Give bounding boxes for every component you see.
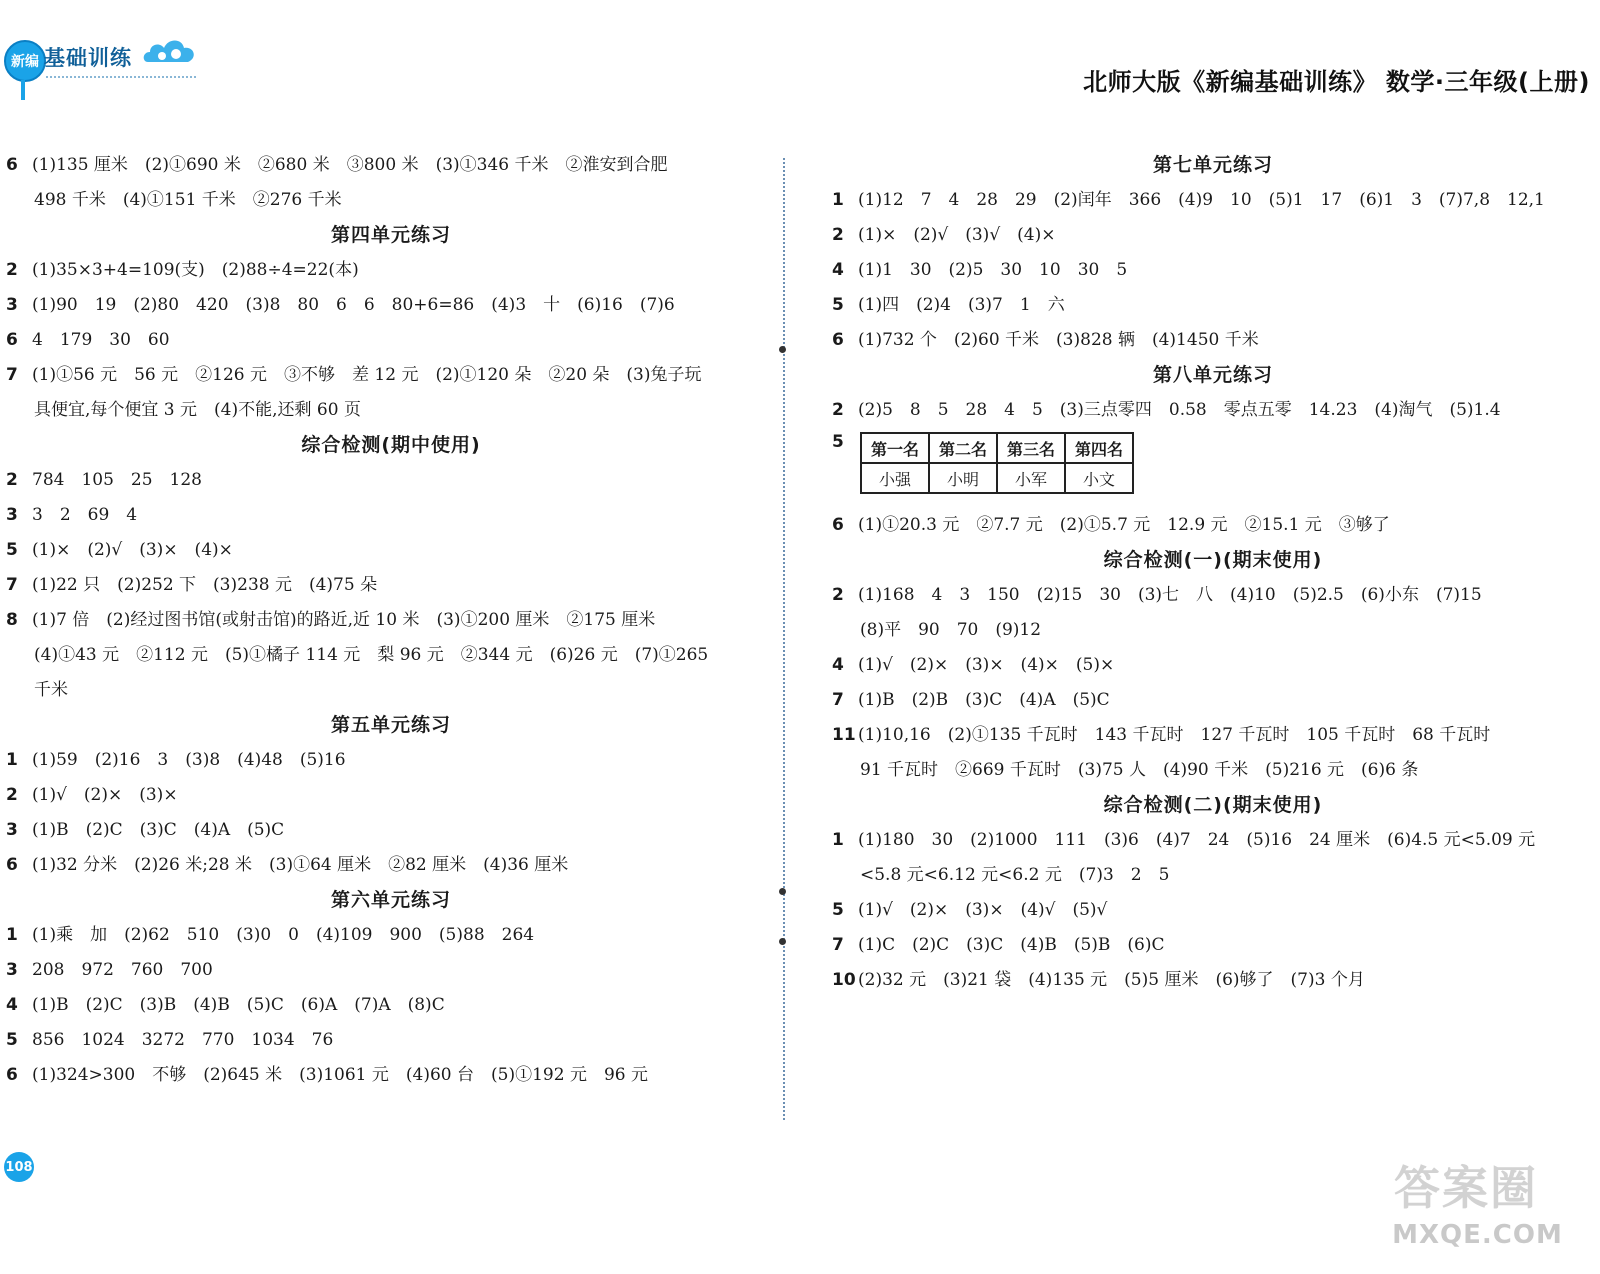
question-number: 3 xyxy=(6,295,18,315)
answer-text: (1)22 只 (2)252 下 (3)238 元 (4)75 朵 xyxy=(32,575,378,595)
answer-text: (2)5 8 5 28 4 5 (3)三点零四 0.58 零点五零 14.23 (4)淘气 (5)1.4 xyxy=(858,400,1501,420)
answer-row xyxy=(832,718,1594,753)
question-number: 7 xyxy=(832,935,844,955)
answer-row xyxy=(6,918,776,953)
divider-dot xyxy=(779,346,786,353)
answer-text: (1)四 (2)4 (3)7 1 六 xyxy=(858,295,1065,315)
answer-row xyxy=(832,578,1594,613)
answer-row xyxy=(6,288,776,323)
question-number: 2 xyxy=(832,585,844,605)
answer-row xyxy=(832,393,1594,428)
answer-row xyxy=(6,1058,776,1093)
answer-text: (1)732 个 (2)60 千米 (3)828 辆 (4)1450 千米 xyxy=(858,330,1259,350)
answer-text: 3 2 69 4 xyxy=(32,505,138,525)
answer-row xyxy=(832,963,1594,998)
answer-text: (1)× (2)√ (3)× (4)× xyxy=(32,540,233,560)
answer-text: (1)10,16 (2)①135 千瓦时 143 千瓦时 127 千瓦时 105 千瓦时 68 千瓦时 xyxy=(858,725,1491,745)
answer-row xyxy=(6,323,776,358)
answer-table-row xyxy=(832,428,1594,508)
question-number: 3 xyxy=(6,820,18,840)
answer-row xyxy=(6,533,776,568)
answer-text: (1)7 倍 (2)经过图书馆(或射击馆)的路近,近 10 米 (3)①200 厘米 ②175 厘米 xyxy=(32,610,656,630)
watermark-title: 答案圈 xyxy=(1394,1161,1538,1215)
answer-text: (1)1 30 (2)5 30 10 30 5 xyxy=(858,260,1128,280)
answer-text: 784 105 25 128 xyxy=(32,470,202,490)
question-number: 3 xyxy=(6,505,18,525)
question-number: 6 xyxy=(832,515,844,535)
question-number: 6 xyxy=(6,155,18,175)
answer-text: (1)× (2)√ (3)√ (4)× xyxy=(858,225,1056,245)
question-number: 4 xyxy=(832,655,844,675)
question-number: 1 xyxy=(6,925,18,945)
answer-row xyxy=(6,603,776,638)
answer-text: (4)①43 元 ②112 元 (5)①橘子 114 元 梨 96 元 ②344 元 (6)26 元 (7)①265 xyxy=(34,645,709,665)
answer-text: (1)B (2)C (3)C (4)A (5)C xyxy=(32,820,285,840)
answer-text: (1)①20.3 元 ②7.7 元 (2)①5.7 元 12.9 元 ②15.1 元 ③够了 xyxy=(858,515,1390,535)
rank-header-cell: 第一名 xyxy=(861,433,929,463)
answer-text: (1)√ (2)× (3)× (4)× (5)× xyxy=(858,655,1115,675)
logo-badge: 新编 xyxy=(4,40,46,82)
question-number: 5 xyxy=(832,295,844,315)
answer-text: 4 179 30 60 xyxy=(32,330,170,350)
question-number: 7 xyxy=(6,365,18,385)
section-heading: 第四单元练习 xyxy=(330,224,451,246)
answer-row xyxy=(6,953,776,988)
answer-continuation xyxy=(832,858,1594,893)
question-number: 6 xyxy=(6,855,18,875)
watermark-url: MXQE.COM xyxy=(1392,1220,1563,1250)
question-number: 5 xyxy=(6,540,18,560)
answer-continuation xyxy=(832,753,1594,788)
question-number: 1 xyxy=(6,750,18,770)
answer-row xyxy=(6,358,776,393)
section-heading: 第七单元练习 xyxy=(1152,154,1273,176)
rank-name-cell: 小文 xyxy=(1065,463,1133,493)
answer-continuation xyxy=(6,638,776,673)
question-number: 6 xyxy=(832,330,844,350)
answer-text: 208 972 760 700 xyxy=(32,960,213,980)
section-heading: 第六单元练习 xyxy=(330,889,451,911)
question-number: 1 xyxy=(832,830,844,850)
ranking-table xyxy=(860,432,1134,494)
rank-name-cell: 小强 xyxy=(861,463,929,493)
answer-text: <5.8 元<6.12 元<6.2 元 (7)3 2 5 xyxy=(860,865,1170,885)
question-number: 5 xyxy=(832,432,844,452)
question-number: 7 xyxy=(832,690,844,710)
cloud-icon xyxy=(142,36,198,70)
answer-row xyxy=(6,813,776,848)
question-number: 10 xyxy=(832,970,856,990)
answer-text: (1)B (2)C (3)B (4)B (5)C (6)A (7)A (8)C xyxy=(32,995,445,1015)
answer-text: (1)180 30 (2)1000 111 (3)6 (4)7 24 (5)16 24 厘米 (6)4.5 元<5.09 元 xyxy=(858,830,1536,850)
answer-text: 千米 xyxy=(34,680,68,700)
page-number-badge: 108 xyxy=(4,1152,34,1182)
answer-text: (1)168 4 3 150 (2)15 30 (3)七 八 (4)10 (5)2.5 (6)小东 (7)15 xyxy=(858,585,1482,605)
right-answer-column xyxy=(832,148,1594,998)
rank-name-cell: 小明 xyxy=(929,463,997,493)
question-number: 5 xyxy=(6,1030,18,1050)
answer-text: (1)√ (2)× (3)× xyxy=(32,785,178,805)
answer-row xyxy=(6,148,776,183)
answer-text: 498 千米 (4)①151 千米 ②276 千米 xyxy=(34,190,342,210)
logo-title: 基础训练 xyxy=(44,46,132,70)
question-number: 1 xyxy=(832,190,844,210)
answer-text: (1)324>300 不够 (2)645 米 (3)1061 元 (4)60 台 (5)①192 元 96 元 xyxy=(32,1065,648,1085)
answer-row xyxy=(832,648,1594,683)
answer-text: (1)B (2)B (3)C (4)A (5)C xyxy=(858,690,1110,710)
answer-text: (1)①56 元 56 元 ②126 元 ③不够 差 12 元 (2)①120 朵 ②20 朵 (3)兔子玩 xyxy=(32,365,702,385)
series-logo xyxy=(4,30,204,98)
question-number: 2 xyxy=(6,785,18,805)
answer-text: 856 1024 3272 770 1034 76 xyxy=(32,1030,334,1050)
question-number: 5 xyxy=(832,900,844,920)
answer-row xyxy=(832,253,1594,288)
answer-row xyxy=(6,743,776,778)
divider-dot xyxy=(779,938,786,945)
question-number: 2 xyxy=(6,470,18,490)
answer-row xyxy=(6,778,776,813)
answer-row xyxy=(6,848,776,883)
section-heading: 综合检测(期中使用) xyxy=(301,434,481,456)
answer-row xyxy=(6,988,776,1023)
question-number: 2 xyxy=(6,260,18,280)
answer-text: (1)12 7 4 28 29 (2)闰年 366 (4)9 10 (5)1 17 (6)1 3 (7)7,8 12,1 xyxy=(858,190,1545,210)
answer-text: (2)32 元 (3)21 袋 (4)135 元 (5)5 厘米 (6)够了 (7)3 个月 xyxy=(858,970,1365,990)
answer-row xyxy=(832,508,1594,543)
answer-row xyxy=(6,463,776,498)
answer-text: (8)平 90 70 (9)12 xyxy=(860,620,1042,640)
question-number: 11 xyxy=(832,725,856,745)
question-number: 6 xyxy=(6,1065,18,1085)
question-number: 4 xyxy=(832,260,844,280)
rank-header-cell: 第二名 xyxy=(929,433,997,463)
answer-row xyxy=(832,823,1594,858)
question-number: 2 xyxy=(832,400,844,420)
answer-text: (1)35×3+4=109(支) (2)88÷4=22(本) xyxy=(32,260,359,280)
question-number: 3 xyxy=(6,960,18,980)
answer-continuation xyxy=(832,613,1594,648)
question-number: 4 xyxy=(6,995,18,1015)
answer-row xyxy=(832,183,1594,218)
answer-continuation xyxy=(6,183,776,218)
answer-text: (1)90 19 (2)80 420 (3)8 80 6 6 80+6=86 (4)3 十 (6)16 (7)6 xyxy=(32,295,675,315)
section-heading: 综合检测(二)(期末使用) xyxy=(1103,794,1323,816)
answer-row xyxy=(832,893,1594,928)
answer-text: 91 千瓦时 ②669 千瓦时 (3)75 人 (4)90 千米 (5)216 元 (6)6 条 xyxy=(860,760,1419,780)
answer-row xyxy=(6,568,776,603)
section-heading: 第八单元练习 xyxy=(1152,364,1273,386)
answer-text: (1)C (2)C (3)C (4)B (5)B (6)C xyxy=(858,935,1165,955)
rank-name-cell: 小军 xyxy=(997,463,1065,493)
logo-subtitle-line xyxy=(46,76,196,84)
left-answer-column xyxy=(6,148,776,1093)
answer-text: (1)乘 加 (2)62 510 (3)0 0 (4)109 900 (5)88 264 xyxy=(32,925,535,945)
question-number: 7 xyxy=(6,575,18,595)
answer-row xyxy=(6,498,776,533)
question-number: 8 xyxy=(6,610,18,630)
column-divider xyxy=(783,158,785,1120)
answer-continuation xyxy=(6,673,776,708)
question-number: 6 xyxy=(6,330,18,350)
answer-text: (1)√ (2)× (3)× (4)√ (5)√ xyxy=(858,900,1108,920)
watermark-logo xyxy=(1390,1150,1565,1260)
book-title: 北师大版《新编基础训练》 数学·三年级(上册) xyxy=(1083,68,1590,96)
answer-row xyxy=(6,253,776,288)
answer-text: (1)59 (2)16 3 (3)8 (4)48 (5)16 xyxy=(32,750,346,770)
answer-row xyxy=(832,288,1594,323)
answer-continuation xyxy=(6,393,776,428)
answer-row xyxy=(832,683,1594,718)
answer-text: (1)135 厘米 (2)①690 米 ②680 米 ③800 米 (3)①346 千米 ②淮安到合肥 xyxy=(32,155,668,175)
answer-text: 具便宜,每个便宜 3 元 (4)不能,还剩 60 页 xyxy=(34,400,361,420)
rank-header-cell: 第三名 xyxy=(997,433,1065,463)
answer-text: (1)32 分米 (2)26 米;28 米 (3)①64 厘米 ②82 厘米 (4)36 厘米 xyxy=(32,855,569,875)
answer-row xyxy=(832,218,1594,253)
question-number: 2 xyxy=(832,225,844,245)
rank-header-cell: 第四名 xyxy=(1065,433,1133,463)
answer-row xyxy=(6,1023,776,1058)
divider-dot xyxy=(779,888,786,895)
answer-row xyxy=(832,323,1594,358)
section-heading: 第五单元练习 xyxy=(330,714,451,736)
answer-row xyxy=(832,928,1594,963)
logo-stem-decoration xyxy=(21,80,25,100)
section-heading: 综合检测(一)(期末使用) xyxy=(1103,549,1323,571)
